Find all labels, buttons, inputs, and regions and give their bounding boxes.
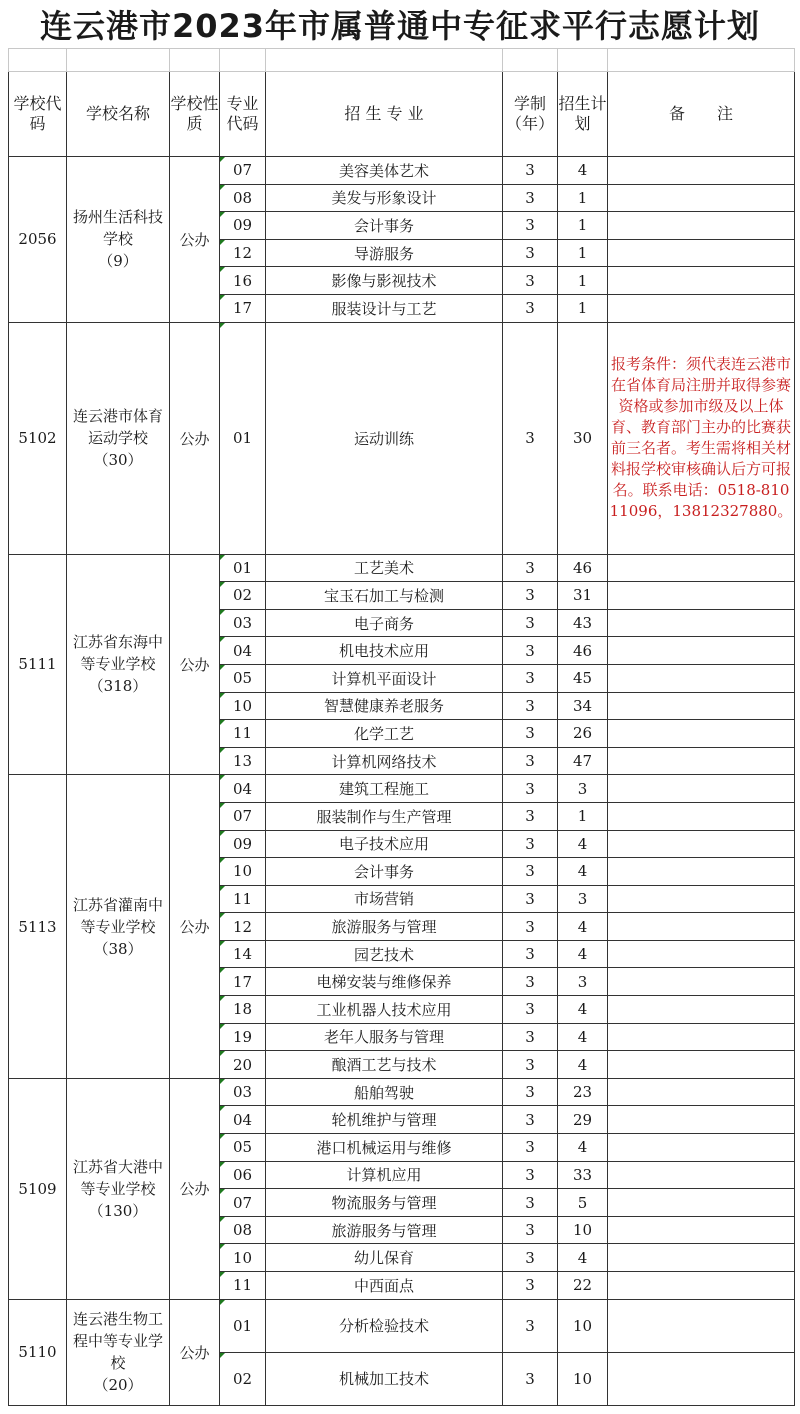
- remark-cell: [608, 996, 795, 1024]
- school-total: （38）: [93, 939, 143, 958]
- spacer-row: [9, 49, 795, 72]
- school-code: 5111: [9, 554, 67, 775]
- school-name: 江苏省东海中等专业学校: [73, 633, 164, 674]
- major-years: 3: [503, 212, 558, 240]
- school-code: 5102: [9, 322, 67, 554]
- major-years: 3: [503, 1299, 558, 1352]
- major-years: 3: [503, 1352, 558, 1405]
- header-school-code: 学校代码: [9, 72, 67, 157]
- major-name: 园艺技术: [266, 940, 503, 968]
- major-plan: 46: [558, 554, 608, 582]
- remark-cell: [608, 294, 795, 322]
- major-code: 07: [220, 802, 266, 830]
- major-name: 服装制作与生产管理: [266, 802, 503, 830]
- header-row: [9, 72, 795, 157]
- table-row: [9, 554, 795, 582]
- major-years: 3: [503, 1161, 558, 1189]
- major-name: 分析检验技术: [266, 1299, 503, 1352]
- major-years: 3: [503, 858, 558, 886]
- major-code: 07: [220, 157, 266, 185]
- school-name: 江苏省灌南中等专业学校: [73, 895, 164, 936]
- remark-cell: [608, 1189, 795, 1217]
- major-years: 3: [503, 802, 558, 830]
- remark-cell: [608, 157, 795, 185]
- remark-cell: [608, 1244, 795, 1272]
- major-name: 机电技术应用: [266, 637, 503, 665]
- major-code: 08: [220, 1216, 266, 1244]
- major-name: 电子技术应用: [266, 830, 503, 858]
- major-code: 20: [220, 1051, 266, 1079]
- school-name-cell: [67, 1299, 170, 1405]
- remark-cell: [608, 609, 795, 637]
- major-name: 会计事务: [266, 212, 503, 240]
- table-row: [9, 322, 795, 554]
- major-plan: 4: [558, 1134, 608, 1162]
- school-name: 江苏省大港中等专业学校: [73, 1157, 164, 1198]
- major-years: 3: [503, 913, 558, 941]
- remark-cell: [608, 913, 795, 941]
- major-name: 美容美体艺术: [266, 157, 503, 185]
- major-years: 3: [503, 996, 558, 1024]
- major-years: 3: [503, 1134, 558, 1162]
- major-plan: 26: [558, 720, 608, 748]
- major-plan: 4: [558, 1244, 608, 1272]
- school-code: 5109: [9, 1078, 67, 1299]
- table-row: [9, 1078, 795, 1106]
- major-name: 旅游服务与管理: [266, 1216, 503, 1244]
- remark-cell: [608, 1134, 795, 1162]
- school-name: 连云港生物工程中等专业学校: [73, 1310, 164, 1373]
- remark-cell: [608, 664, 795, 692]
- major-plan: 4: [558, 1051, 608, 1079]
- major-name: 机械加工技术: [266, 1352, 503, 1405]
- major-code: 11: [220, 1272, 266, 1300]
- remark-cell: [608, 184, 795, 212]
- major-name: 港口机械运用与维修: [266, 1134, 503, 1162]
- major-years: 3: [503, 692, 558, 720]
- major-code: 03: [220, 609, 266, 637]
- major-years: 3: [503, 775, 558, 803]
- school-name: 扬州生活科技学校: [73, 208, 164, 249]
- major-name: 计算机平面设计: [266, 664, 503, 692]
- major-years: 3: [503, 664, 558, 692]
- major-name: 会计事务: [266, 858, 503, 886]
- major-plan: 4: [558, 830, 608, 858]
- major-years: 3: [503, 1216, 558, 1244]
- major-code: 10: [220, 692, 266, 720]
- school-code: 5113: [9, 775, 67, 1079]
- major-plan: 1: [558, 239, 608, 267]
- major-code: 14: [220, 940, 266, 968]
- table-row: [9, 775, 795, 803]
- major-plan: 43: [558, 609, 608, 637]
- major-plan: 30: [558, 322, 608, 554]
- major-years: 3: [503, 830, 558, 858]
- major-years: 3: [503, 747, 558, 775]
- major-plan: 34: [558, 692, 608, 720]
- remark-cell: [608, 858, 795, 886]
- major-plan: 33: [558, 1161, 608, 1189]
- page-title: 连云港市2023年市属普通中专征求平行志愿计划: [39, 7, 761, 45]
- major-name: 建筑工程施工: [266, 775, 503, 803]
- major-code: 04: [220, 1106, 266, 1134]
- major-name: 中西面点: [266, 1272, 503, 1300]
- major-years: 3: [503, 239, 558, 267]
- remark-cell: [608, 1161, 795, 1189]
- remark-cell: [608, 267, 795, 295]
- school-name-cell: [67, 322, 170, 554]
- major-code: 10: [220, 1244, 266, 1272]
- school-type: 公办: [170, 1078, 220, 1299]
- school-code: 5110: [9, 1299, 67, 1405]
- major-years: 3: [503, 1189, 558, 1217]
- remark-cell: [608, 554, 795, 582]
- remark-note: 报考条件：须代表连云港市在省体育局注册并取得参赛资格或参加市级及以上体育、教育部门主办的比赛获前三名者。考生需将相关材料报学校审核确认后方可报名。联系电话：0518-81011096，13812327880。: [608, 322, 795, 554]
- major-name: 化学工艺: [266, 720, 503, 748]
- major-years: 3: [503, 294, 558, 322]
- major-plan: 23: [558, 1078, 608, 1106]
- school-type: 公办: [170, 775, 220, 1079]
- major-plan: 3: [558, 968, 608, 996]
- major-name: 电梯安装与维修保养: [266, 968, 503, 996]
- major-plan: 1: [558, 212, 608, 240]
- major-years: 3: [503, 1244, 558, 1272]
- major-code: 01: [220, 322, 266, 554]
- major-code: 09: [220, 830, 266, 858]
- major-years: 3: [503, 720, 558, 748]
- major-years: 3: [503, 582, 558, 610]
- remark-cell: [608, 212, 795, 240]
- remark-cell: [608, 968, 795, 996]
- remark-cell: [608, 885, 795, 913]
- header-school-name: 学校名称: [67, 72, 170, 157]
- major-years: 3: [503, 1023, 558, 1051]
- major-years: 3: [503, 1078, 558, 1106]
- school-name-cell: [67, 775, 170, 1079]
- school-name-cell: [67, 554, 170, 775]
- remark-cell: [608, 1352, 795, 1405]
- major-name: 旅游服务与管理: [266, 913, 503, 941]
- remark-cell: [608, 802, 795, 830]
- school-total: （30）: [93, 451, 143, 470]
- major-name: 导游服务: [266, 239, 503, 267]
- remark-cell: [608, 747, 795, 775]
- major-plan: 10: [558, 1216, 608, 1244]
- major-code: 05: [220, 664, 266, 692]
- major-code: 17: [220, 968, 266, 996]
- major-code: 13: [220, 747, 266, 775]
- major-plan: 5: [558, 1189, 608, 1217]
- major-name: 运动训练: [266, 322, 503, 554]
- major-code: 08: [220, 184, 266, 212]
- school-total: （9）: [98, 252, 138, 271]
- major-code: 12: [220, 239, 266, 267]
- major-code: 02: [220, 582, 266, 610]
- major-plan: 31: [558, 582, 608, 610]
- school-name-cell: [67, 157, 170, 323]
- major-code: 09: [220, 212, 266, 240]
- school-total: （130）: [88, 1201, 148, 1220]
- major-name: 工艺美术: [266, 554, 503, 582]
- remark-cell: [608, 1272, 795, 1300]
- major-plan: 1: [558, 294, 608, 322]
- remark-cell: [608, 637, 795, 665]
- major-years: 3: [503, 1106, 558, 1134]
- major-name: 轮机维护与管理: [266, 1106, 503, 1134]
- remark-cell: [608, 940, 795, 968]
- major-name: 电子商务: [266, 609, 503, 637]
- major-plan: 4: [558, 913, 608, 941]
- header-remark: 备 注: [608, 72, 795, 157]
- major-code: 01: [220, 554, 266, 582]
- major-plan: 29: [558, 1106, 608, 1134]
- school-name: 连云港市体育运动学校: [73, 407, 164, 448]
- school-total: （318）: [88, 677, 148, 696]
- remark-cell: [608, 830, 795, 858]
- major-code: 19: [220, 1023, 266, 1051]
- major-code: 11: [220, 885, 266, 913]
- header-years: 学制（年）: [503, 72, 558, 157]
- major-name: 美发与形象设计: [266, 184, 503, 212]
- major-code: 16: [220, 267, 266, 295]
- major-plan: 3: [558, 885, 608, 913]
- remark-cell: [608, 582, 795, 610]
- major-code: 12: [220, 913, 266, 941]
- major-years: 3: [503, 184, 558, 212]
- major-code: 02: [220, 1352, 266, 1405]
- remark-cell: [608, 1051, 795, 1079]
- major-plan: 10: [558, 1299, 608, 1352]
- major-code: 17: [220, 294, 266, 322]
- remark-cell: [608, 1023, 795, 1051]
- major-name: 市场营销: [266, 885, 503, 913]
- school-type: 公办: [170, 1299, 220, 1405]
- major-code: 10: [220, 858, 266, 886]
- major-code: 01: [220, 1299, 266, 1352]
- major-plan: 47: [558, 747, 608, 775]
- major-code: 04: [220, 775, 266, 803]
- major-name: 服装设计与工艺: [266, 294, 503, 322]
- major-years: 3: [503, 885, 558, 913]
- major-plan: 1: [558, 802, 608, 830]
- major-name: 老年人服务与管理: [266, 1023, 503, 1051]
- major-plan: 46: [558, 637, 608, 665]
- major-code: 06: [220, 1161, 266, 1189]
- table-row: [9, 1299, 795, 1352]
- major-code: 07: [220, 1189, 266, 1217]
- school-total: （20）: [93, 1376, 143, 1395]
- major-code: 11: [220, 720, 266, 748]
- major-years: 3: [503, 1272, 558, 1300]
- remark-cell: [608, 1299, 795, 1352]
- header-plan: 招生计划: [558, 72, 608, 157]
- major-name: 宝玉石加工与检测: [266, 582, 503, 610]
- major-years: 3: [503, 267, 558, 295]
- major-years: 3: [503, 322, 558, 554]
- remark-cell: [608, 692, 795, 720]
- major-code: 18: [220, 996, 266, 1024]
- major-years: 3: [503, 968, 558, 996]
- school-code: 2056: [9, 157, 67, 323]
- major-name: 工业机器人技术应用: [266, 996, 503, 1024]
- major-name: 酿酒工艺与技术: [266, 1051, 503, 1079]
- major-plan: 4: [558, 858, 608, 886]
- enrollment-plan-table: [8, 48, 795, 1406]
- major-years: 3: [503, 1051, 558, 1079]
- major-code: 04: [220, 637, 266, 665]
- major-plan: 4: [558, 157, 608, 185]
- school-name-cell: [67, 1078, 170, 1299]
- major-plan: 1: [558, 267, 608, 295]
- remark-cell: [608, 775, 795, 803]
- remark-cell: [608, 239, 795, 267]
- major-name: 计算机应用: [266, 1161, 503, 1189]
- remark-cell: [608, 720, 795, 748]
- header-school-type: 学校性质: [170, 72, 220, 157]
- major-years: 3: [503, 554, 558, 582]
- header-major: 招 生 专 业: [266, 72, 503, 157]
- school-type: 公办: [170, 554, 220, 775]
- remark-cell: [608, 1216, 795, 1244]
- header-major-code: 专业代码: [220, 72, 266, 157]
- major-plan: 3: [558, 775, 608, 803]
- major-plan: 4: [558, 996, 608, 1024]
- school-type: 公办: [170, 322, 220, 554]
- major-name: 物流服务与管理: [266, 1189, 503, 1217]
- major-plan: 45: [558, 664, 608, 692]
- major-years: 3: [503, 609, 558, 637]
- major-plan: 10: [558, 1352, 608, 1405]
- major-plan: 1: [558, 184, 608, 212]
- major-years: 3: [503, 157, 558, 185]
- major-years: 3: [503, 940, 558, 968]
- major-name: 幼儿保育: [266, 1244, 503, 1272]
- table-row: [9, 157, 795, 185]
- major-years: 3: [503, 637, 558, 665]
- major-plan: 22: [558, 1272, 608, 1300]
- major-name: 智慧健康养老服务: [266, 692, 503, 720]
- school-type: 公办: [170, 157, 220, 323]
- major-plan: 4: [558, 1023, 608, 1051]
- major-name: 船舶驾驶: [266, 1078, 503, 1106]
- major-name: 影像与影视技术: [266, 267, 503, 295]
- remark-cell: [608, 1078, 795, 1106]
- major-plan: 4: [558, 940, 608, 968]
- major-code: 03: [220, 1078, 266, 1106]
- major-name: 计算机网络技术: [266, 747, 503, 775]
- remark-cell: [608, 1106, 795, 1134]
- major-code: 05: [220, 1134, 266, 1162]
